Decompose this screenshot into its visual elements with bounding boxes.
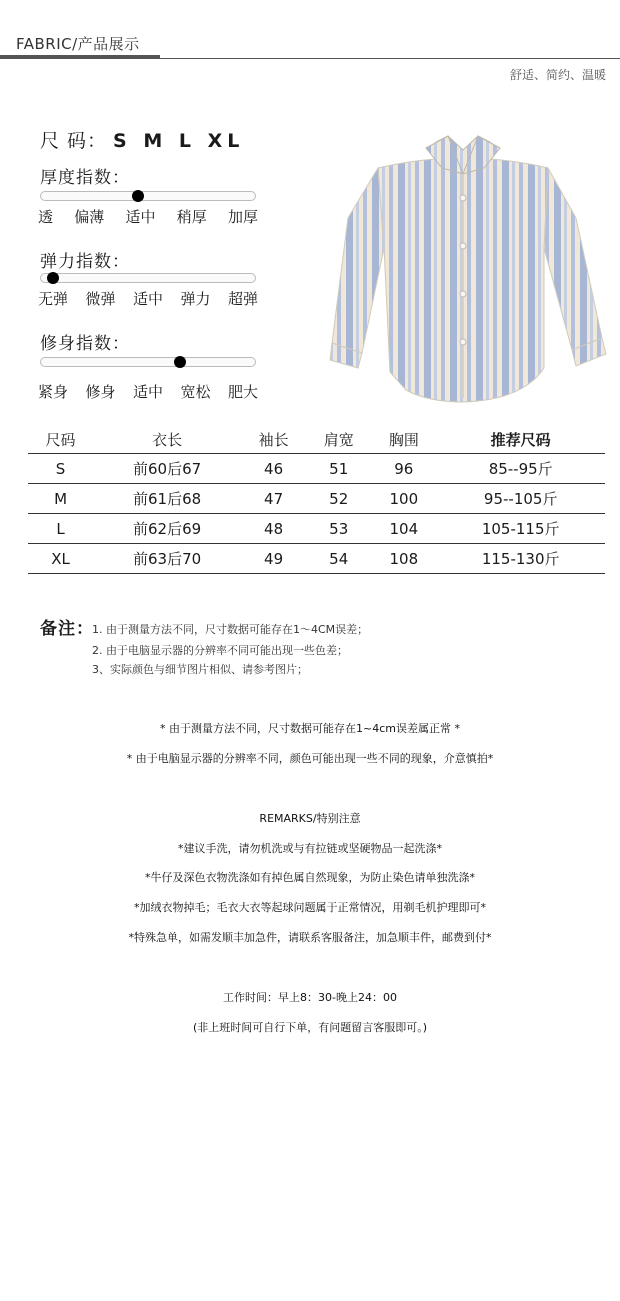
striped-shirt-image — [318, 128, 608, 408]
chest-col-header: 胸围 — [388, 430, 419, 449]
size-summary — [40, 126, 244, 153]
table-cell: 52 — [306, 484, 371, 514]
header-divider — [0, 58, 620, 59]
size-label: 尺 码： — [40, 130, 108, 152]
fit-scale — [38, 381, 258, 402]
length-col-header: 衣长 — [152, 430, 183, 449]
remark-item: 3、实际颜色与细节图片相似、请参考图片； — [92, 663, 308, 676]
elasticity-option: 适中 — [132, 290, 163, 308]
table-cell: 46 — [241, 454, 306, 484]
table-cell: 105-115斤 — [436, 514, 605, 544]
elasticity-option: 无弹 — [38, 290, 69, 308]
elasticity-slider-track — [40, 273, 256, 283]
table-row — [28, 484, 605, 514]
elasticity-slider-knob — [47, 272, 59, 284]
working-hours-note: (非上班时间可自行下单，有问题留言客服即可。) — [192, 1021, 428, 1034]
header-tagline: 舒适、简约、温暖 — [509, 68, 606, 82]
elasticity-scale — [38, 288, 258, 309]
table-cell: L — [28, 514, 93, 544]
special-note: *建议手洗，请勿机洗或与有拉链或坚硬物品一起洗涤* — [178, 842, 442, 855]
table-cell: 95--105斤 — [436, 484, 605, 514]
table-cell: 51 — [306, 454, 371, 484]
elasticity-option: 微弹 — [85, 290, 116, 308]
fit-option: 适中 — [132, 383, 163, 401]
table-cell: 108 — [371, 544, 436, 574]
table-cell: 104 — [371, 514, 436, 544]
table-cell: 前60后67 — [93, 454, 241, 484]
thickness-slider-track — [40, 191, 256, 201]
fit-index-title: 修身指数： — [40, 334, 130, 354]
table-cell: 前61后68 — [93, 484, 241, 514]
table-cell: 96 — [371, 454, 436, 484]
remarks-label: 备注： — [40, 619, 94, 639]
thickness-option: 稍厚 — [176, 208, 207, 226]
size-table-header-row — [28, 425, 605, 454]
table-row — [28, 514, 605, 544]
table-cell: M — [28, 484, 93, 514]
thickness-option: 透 — [38, 208, 54, 226]
table-cell: XL — [28, 544, 93, 574]
table-cell: 48 — [241, 514, 306, 544]
remark-item: 2. 由于电脑显示器的分辨率不同可能出现一些色差； — [92, 644, 348, 657]
table-row — [28, 544, 605, 574]
table-cell: 54 — [306, 544, 371, 574]
measurement-note: * 由于测量方法不同，尺寸数据可能存在1~4cm误差属正常 * — [160, 722, 460, 735]
table-cell: 49 — [241, 544, 306, 574]
thickness-slider-knob — [132, 190, 144, 202]
table-cell: 47 — [241, 484, 306, 514]
special-note: *特殊急单，如需发顺丰加急件，请联系客服备注，加急顺丰件，邮费到付* — [128, 931, 492, 944]
color-note: * 由于电脑显示器的分辨率不同，颜色可能出现一些不同的现象，介意慎拍* — [126, 752, 494, 765]
fit-slider-knob — [174, 356, 186, 368]
table-cell: 85--95斤 — [436, 454, 605, 484]
fit-slider-track — [40, 357, 256, 367]
table-cell: 前63后70 — [93, 544, 241, 574]
thickness-option: 偏薄 — [74, 208, 105, 226]
size-chart-table — [28, 425, 605, 574]
working-hours: 工作时间：早上8：30-晚上24：00 — [223, 991, 397, 1004]
elasticity-index-title: 弹力指数： — [40, 252, 130, 272]
shoulder-col-header: 肩宽 — [323, 430, 354, 449]
fit-option: 肥大 — [227, 383, 258, 401]
remark-item: 1. 由于测量方法不同，尺寸数据可能存在1～4CM误差； — [92, 623, 369, 636]
fit-option: 宽松 — [180, 383, 211, 401]
fit-option: 紧身 — [38, 383, 69, 401]
size-values: S M L XL — [113, 130, 245, 152]
table-row — [28, 454, 605, 484]
special-note: *加绒衣物掉毛；毛衣大衣等起球问题属于正常情况，用剃毛机护理即可* — [134, 901, 486, 914]
table-cell: 前62后69 — [93, 514, 241, 544]
thickness-option: 适中 — [125, 208, 156, 226]
page-header-title: FABRIC/产品展示 — [16, 35, 140, 53]
thickness-scale — [38, 206, 258, 227]
table-cell: 115-130斤 — [436, 544, 605, 574]
elasticity-option: 弹力 — [180, 290, 211, 308]
size-col-header: 尺码 — [45, 430, 76, 449]
special-notes-title: REMARKS/特别注意 — [259, 812, 361, 825]
recommended-col-header: 推荐尺码 — [490, 430, 551, 449]
thickness-index-title: 厚度指数： — [40, 168, 130, 188]
table-cell: 53 — [306, 514, 371, 544]
table-cell: 100 — [371, 484, 436, 514]
table-cell: S — [28, 454, 93, 484]
sleeve-col-header: 袖长 — [258, 430, 289, 449]
elasticity-option: 超弹 — [227, 290, 258, 308]
special-note: *牛仔及深色衣物洗涤如有掉色属自然现象，为防止染色请单独洗涤* — [145, 871, 475, 884]
thickness-option: 加厚 — [227, 208, 258, 226]
fit-option: 修身 — [85, 383, 116, 401]
